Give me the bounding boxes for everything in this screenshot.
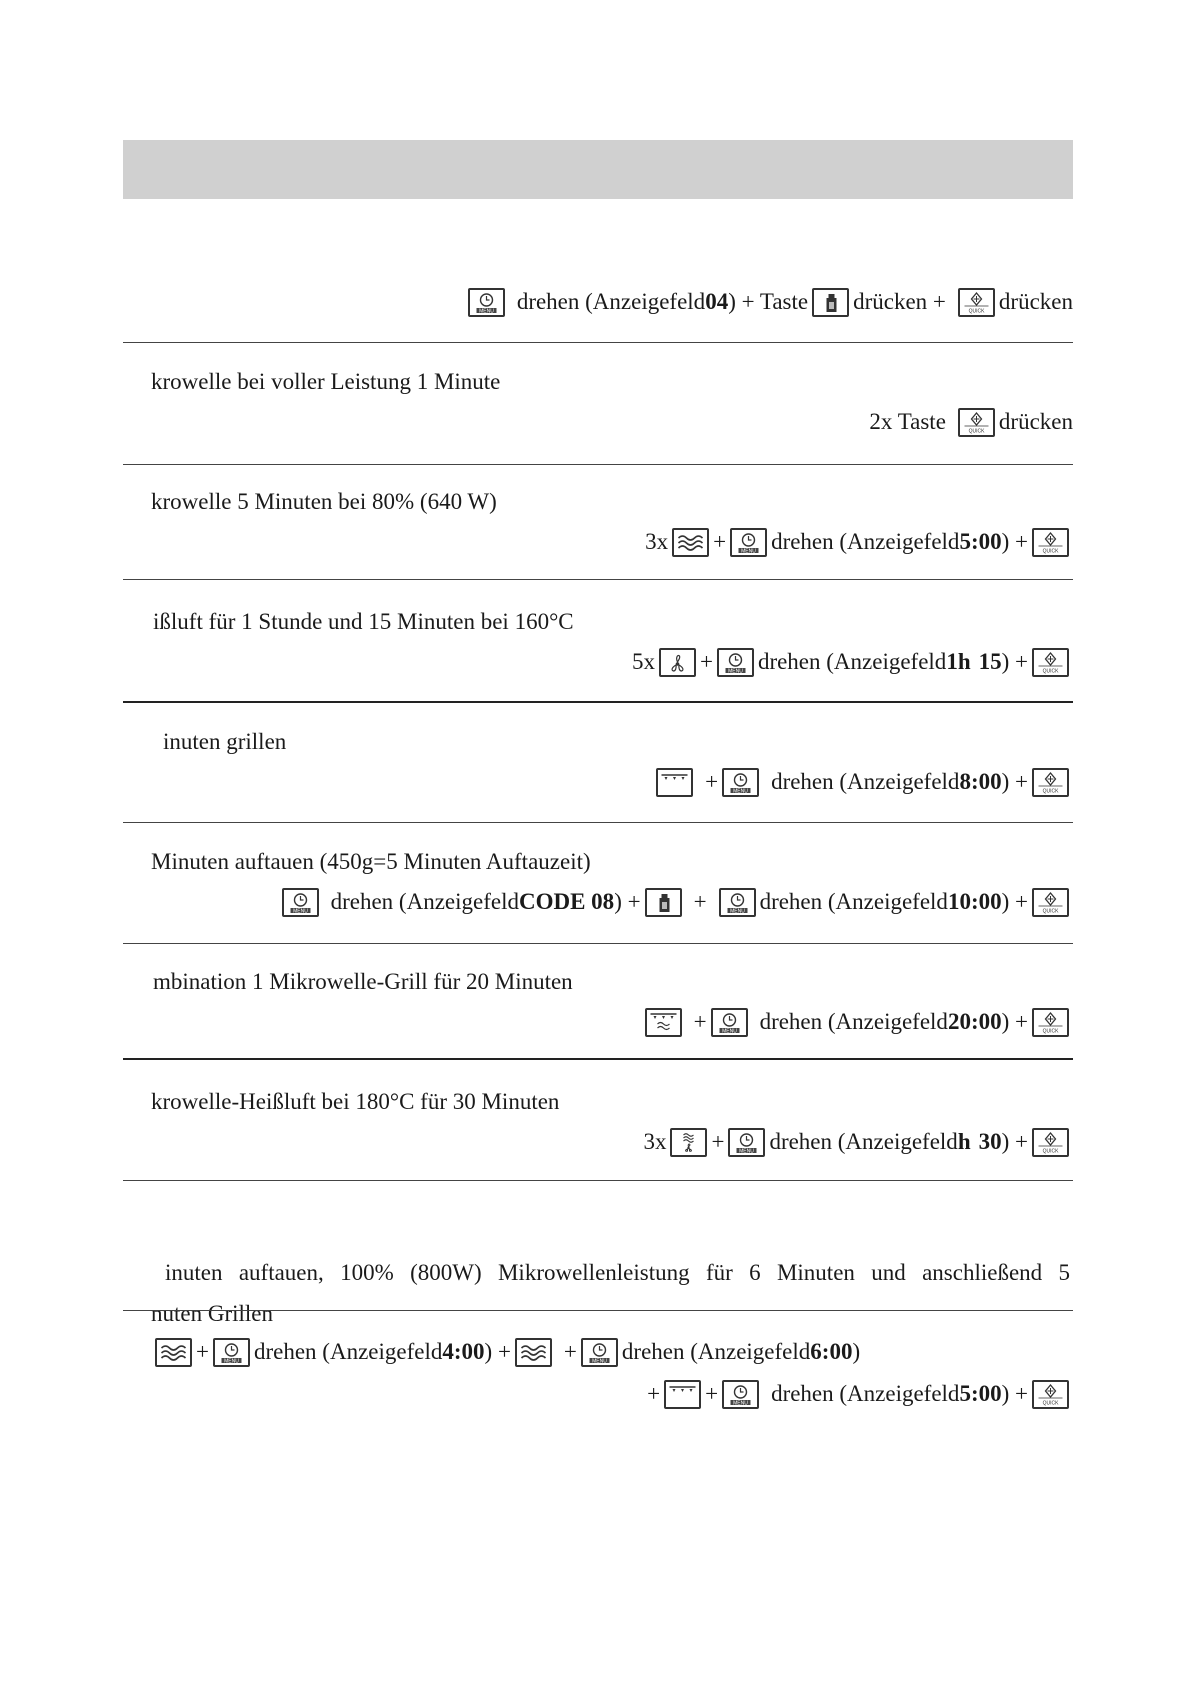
operation-line-6 (641, 1002, 1073, 1042)
grill-icon (664, 1380, 701, 1409)
quick-start-icon (1032, 648, 1069, 677)
quick-start-icon (1032, 528, 1069, 557)
op-text: drehen (Anzeigefeld (757, 649, 947, 674)
menu-dial-icon (581, 1338, 618, 1367)
menu-dial-icon (717, 648, 754, 677)
weight-icon (812, 288, 849, 317)
weight-icon (645, 888, 682, 917)
divider (123, 342, 1073, 343)
op-text: drücken (998, 289, 1073, 314)
op-value: 10:00 (947, 889, 1002, 914)
operation-line-9b (647, 1374, 1073, 1414)
op-value: 15 (978, 649, 1002, 674)
menu-dial-icon (711, 1008, 748, 1037)
microwave-power-icon (155, 1338, 192, 1367)
op-text: + (705, 1381, 719, 1406)
op-value: 6:00 (810, 1339, 853, 1364)
step-description: inuten grillen (163, 729, 287, 754)
op-value: 30 (978, 1129, 1002, 1154)
divider (123, 579, 1073, 580)
op-text: + (563, 1339, 577, 1364)
op-text: + (699, 649, 713, 674)
op-text: 2x Taste (869, 409, 946, 434)
op-text: ) + Taste (728, 289, 809, 314)
divider (123, 464, 1073, 465)
op-value: 1h (946, 649, 971, 674)
op-text: ) + (1001, 889, 1028, 914)
operation-line-3 (632, 642, 1073, 682)
operation-line-7 (643, 1122, 1073, 1162)
operation-line-9a (151, 1332, 860, 1372)
grill-icon (656, 768, 693, 797)
microwave-grill-combi-icon (645, 1008, 682, 1037)
op-text: drücken (998, 409, 1073, 434)
menu-dial-icon (719, 888, 756, 917)
op-text: 5x (631, 649, 655, 674)
op-value: 5:00 (959, 529, 1002, 554)
step-description: krowelle bei voller Leistung 1 Minute (151, 369, 501, 394)
quick-start-icon (1032, 1380, 1069, 1409)
op-text: drehen (Anzeigefeld (330, 889, 519, 914)
quick-start-icon (1032, 768, 1069, 797)
menu-dial-icon (722, 768, 759, 797)
operation-line-1 (869, 402, 1073, 442)
op-value: 4:00 (442, 1339, 485, 1364)
op-text: drehen (Anzeigefeld (759, 1009, 948, 1034)
op-text: + (713, 529, 727, 554)
divider (123, 1058, 1073, 1060)
op-value: 8:00 (959, 769, 1002, 794)
operation-line-0 (464, 282, 1073, 322)
op-text: + (196, 1339, 209, 1364)
op-text: ) + (1001, 1381, 1028, 1406)
op-text: drücken + (853, 289, 946, 314)
divider (123, 1310, 1073, 1311)
op-text: + (647, 1381, 661, 1406)
microwave-power-icon (515, 1338, 552, 1367)
op-text: ) (852, 1339, 861, 1364)
divider (123, 943, 1073, 944)
step-description: krowelle 5 Minuten bei 80% (640 W) (151, 489, 497, 514)
op-text: ) + (1001, 529, 1028, 554)
op-text: ) + (1001, 1129, 1028, 1154)
op-text: drehen (Anzeigefeld (771, 1381, 960, 1406)
step-description-line: inuten auftauen, 100% (800W) Mikrowellenleistung für 6 Minuten und anschließend 5 (165, 1260, 1070, 1285)
menu-dial-icon (728, 1128, 765, 1157)
op-text: + (693, 889, 707, 914)
op-text: + (693, 1009, 707, 1034)
op-text: drehen (Anzeigefeld (771, 769, 960, 794)
operation-line-2 (645, 522, 1073, 562)
op-text: 3x (645, 529, 669, 554)
quick-start-icon (1032, 1128, 1069, 1157)
op-text: ) + (1001, 769, 1028, 794)
op-text: drehen (Anzeigefeld (621, 1339, 811, 1364)
menu-dial-icon (722, 1380, 759, 1409)
op-text: ) + (1001, 649, 1028, 674)
quick-start-icon (1032, 1008, 1069, 1037)
op-value: h (957, 1129, 971, 1154)
step-description-line: nuten Grillen (151, 1301, 273, 1326)
op-text: drehen (Anzeigefeld (771, 529, 960, 554)
microwave-convection-combi-icon (670, 1128, 707, 1157)
divider (123, 701, 1073, 703)
op-text: drehen (Anzeigefeld (759, 889, 948, 914)
op-text: drehen (Anzeigefeld (253, 1339, 443, 1364)
divider (123, 1180, 1073, 1181)
op-value: CODE 08 (518, 889, 615, 914)
menu-dial-icon (730, 528, 767, 557)
divider (123, 822, 1073, 823)
step-description: Minuten auftauen (450g=5 Minuten Auftauzeit) (151, 849, 591, 874)
menu-dial-icon (468, 288, 505, 317)
operation-line-5 (278, 882, 1073, 922)
op-value: 04 (705, 289, 729, 314)
operation-line-4 (652, 762, 1073, 802)
op-text: ) + (1001, 1009, 1028, 1034)
op-text: ) + (484, 1339, 511, 1364)
convection-fan-icon (659, 648, 696, 677)
step-description: ißluft für 1 Stunde und 15 Minuten bei 160°C (153, 609, 574, 634)
quick-start-icon (958, 288, 995, 317)
op-text: + (711, 1129, 725, 1154)
step-description: krowelle-Heißluft bei 180°C für 30 Minuten (151, 1089, 560, 1114)
microwave-power-icon (672, 528, 709, 557)
quick-start-icon (958, 408, 995, 437)
menu-dial-icon (213, 1338, 250, 1367)
op-text: 3x (643, 1129, 667, 1154)
op-text: drehen (Anzeigefeld (769, 1129, 958, 1154)
step-description-multiline (155, 1252, 1070, 1294)
quick-start-icon (1032, 888, 1069, 917)
op-text: ) + (614, 889, 641, 914)
section-header-bar (123, 140, 1073, 199)
op-text: + (705, 769, 719, 794)
step-description: mbination 1 Mikrowelle-Grill für 20 Minuten (153, 969, 573, 994)
op-value: 20:00 (947, 1009, 1002, 1034)
op-value: 5:00 (959, 1381, 1002, 1406)
op-text: drehen (Anzeigefeld (516, 289, 706, 314)
menu-dial-icon (282, 888, 319, 917)
